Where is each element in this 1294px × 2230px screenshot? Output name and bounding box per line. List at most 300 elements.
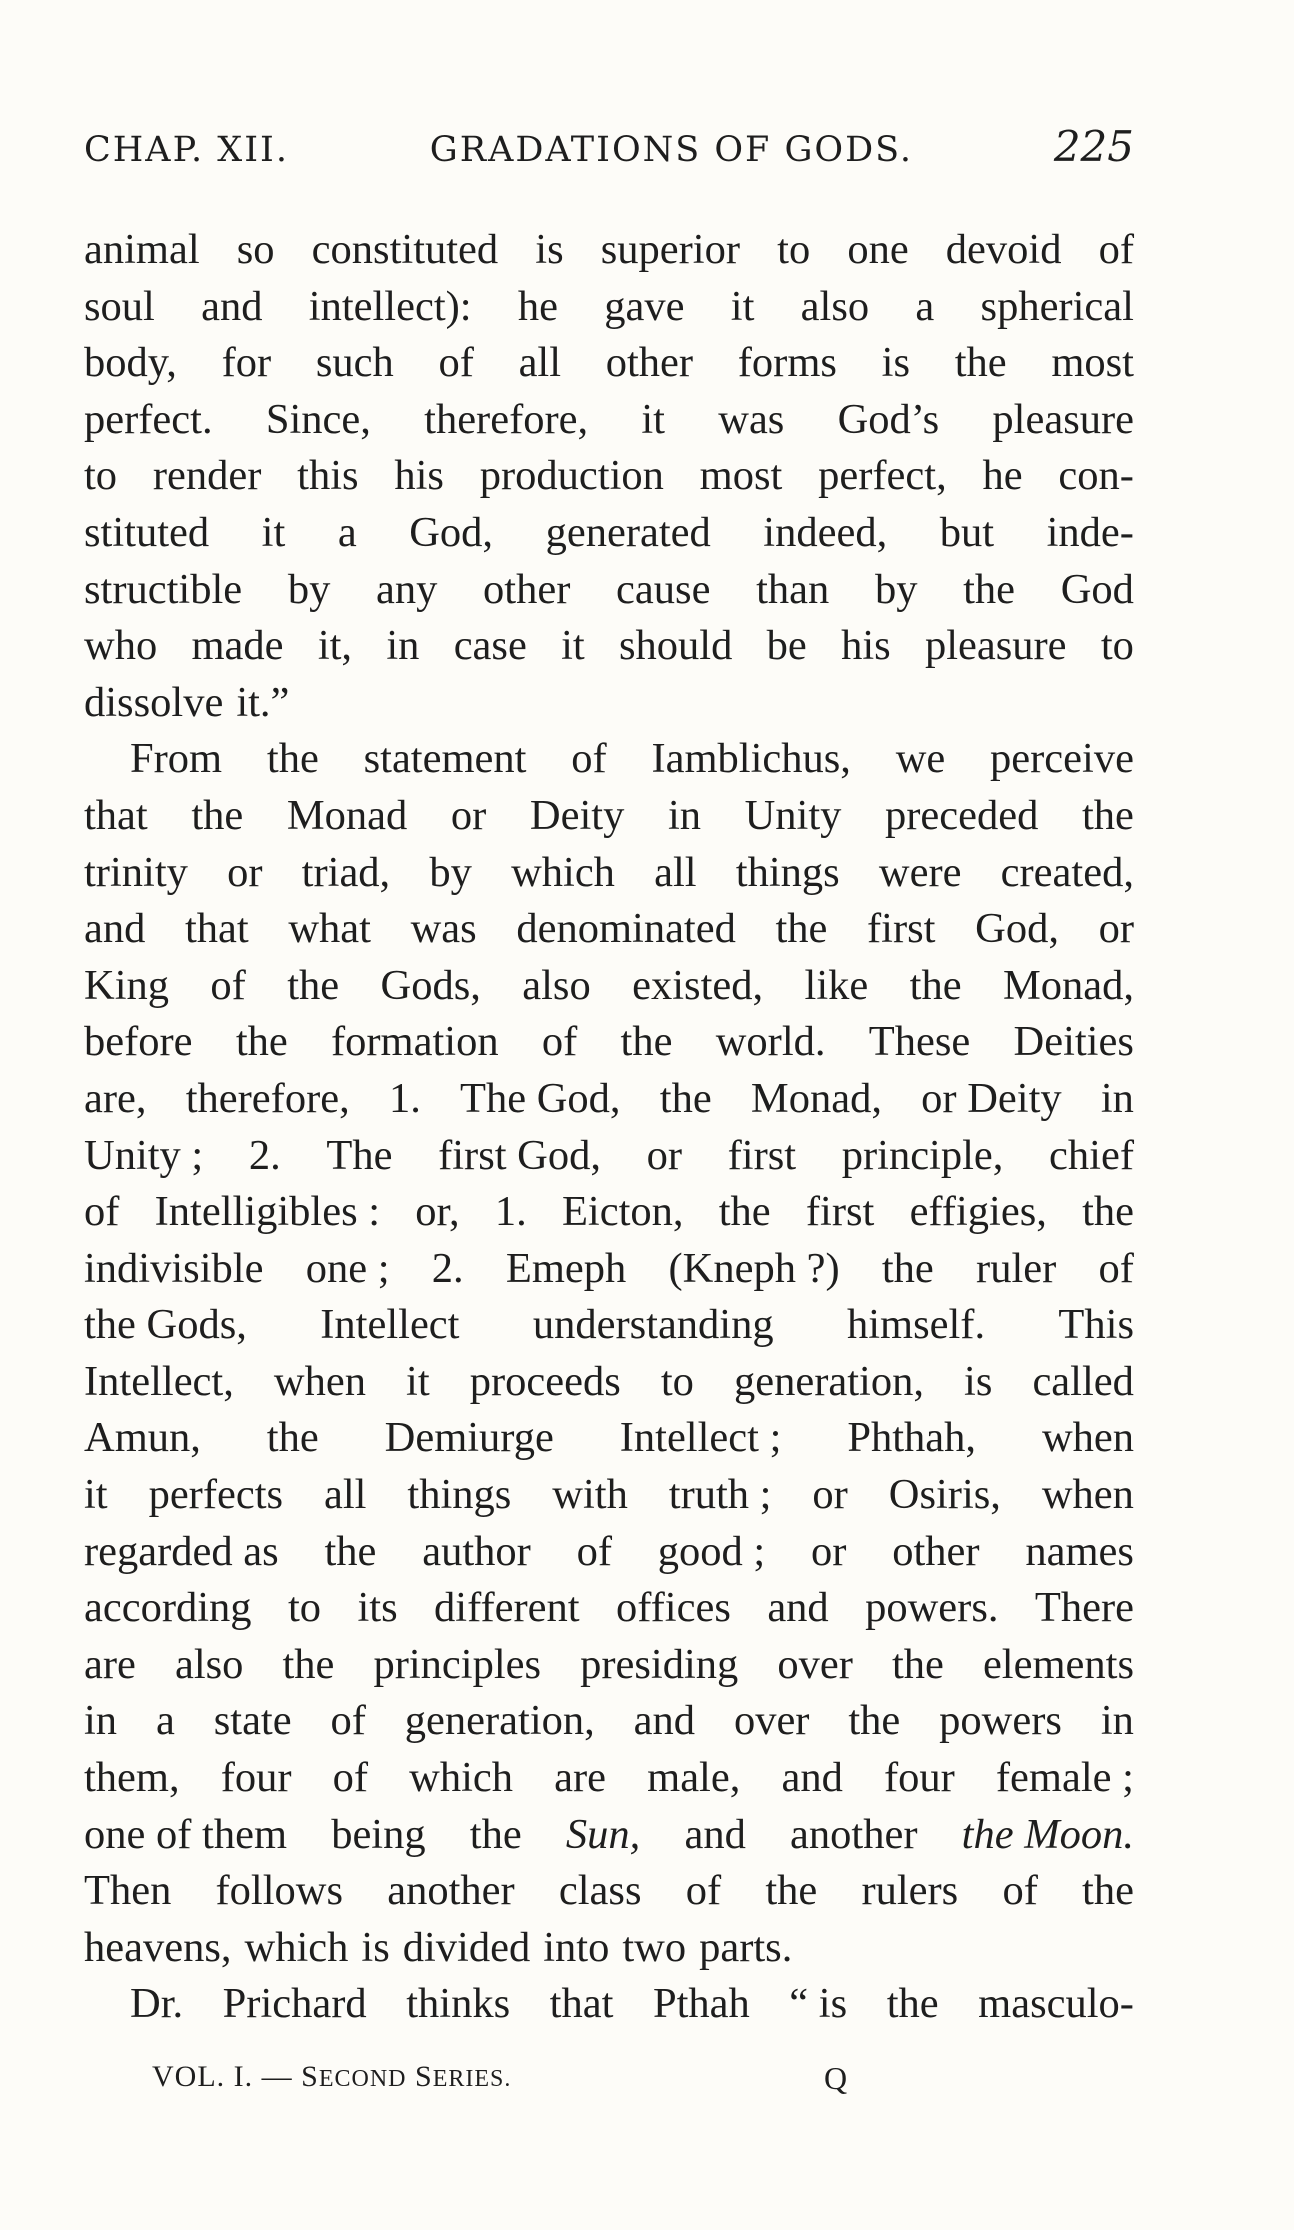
word: state (213, 1697, 292, 1745)
text-line (84, 1071, 1134, 1128)
word: Iamblichus, (651, 735, 851, 783)
word: also (800, 282, 870, 330)
word: masculo- (978, 1980, 1134, 2028)
text-line (84, 392, 1134, 449)
word: of (1098, 1244, 1134, 1292)
word: his (394, 452, 444, 500)
word: the (909, 961, 962, 1009)
word: of (330, 1697, 366, 1745)
word: or (1098, 905, 1134, 953)
word: is (881, 339, 910, 387)
word: Prichard (222, 1980, 367, 2028)
word: or (811, 1527, 847, 1575)
word: dissolve (84, 678, 224, 726)
word: animal (84, 226, 200, 273)
word: presiding (580, 1640, 739, 1688)
signature-mark: Q (824, 2060, 849, 2096)
word: 2. (248, 1131, 281, 1179)
word: first God, (438, 1131, 601, 1179)
text-line (84, 1863, 1134, 1920)
word: Then (84, 1867, 172, 1915)
word: four (220, 1754, 292, 1802)
word: Gods, (380, 961, 481, 1009)
word: is (964, 1357, 993, 1405)
word: the (718, 1188, 771, 1236)
word: Emeph (505, 1244, 627, 1292)
word: regarded as (84, 1527, 279, 1575)
word: another (387, 1867, 515, 1915)
word: or Deity (921, 1074, 1062, 1122)
word: such (315, 339, 394, 387)
word: or (812, 1471, 848, 1519)
series-line (152, 2060, 511, 2094)
text-line (84, 1637, 1134, 1694)
text-line (84, 1410, 1134, 1467)
word: Intelligibles : (154, 1188, 381, 1236)
word: female ; (995, 1754, 1134, 1802)
word: should (619, 622, 733, 670)
word: which (409, 1754, 514, 1802)
word: Phthah, (847, 1414, 977, 1462)
word: to (84, 452, 118, 500)
text-line (84, 1750, 1134, 1807)
word: the (1082, 1188, 1134, 1236)
word: This (1058, 1301, 1134, 1349)
word: a (155, 1697, 175, 1745)
text-line (84, 731, 1134, 788)
series-word1-rest: ECOND (318, 2066, 407, 2092)
word: things (735, 848, 840, 896)
word: to (1100, 622, 1134, 670)
text-line (84, 618, 1134, 675)
word: the (266, 1414, 319, 1462)
word: than (756, 565, 830, 613)
word: are (554, 1754, 607, 1802)
text-line (84, 1241, 1134, 1298)
text-line (84, 562, 1134, 619)
word: trinity (84, 848, 188, 896)
word: them, (84, 1754, 180, 1802)
word: or (646, 1131, 683, 1179)
word: therefore, (424, 395, 589, 443)
word: Amun, (84, 1414, 201, 1462)
word: of (685, 1867, 722, 1915)
word: the (954, 339, 1007, 387)
word: 2. (431, 1244, 464, 1292)
word: made (191, 622, 284, 670)
word: are (84, 1640, 136, 1688)
word: or (227, 848, 263, 896)
word: to (660, 1357, 694, 1405)
word: the (765, 1867, 818, 1915)
word: when (273, 1357, 366, 1405)
word: divided (402, 1923, 531, 1971)
word: most (1051, 339, 1134, 387)
text-line (84, 675, 1134, 732)
word: like (804, 961, 869, 1009)
word: of (1002, 1867, 1038, 1915)
word: and (781, 1754, 843, 1802)
word: forms (737, 339, 837, 387)
word: God (1060, 565, 1134, 613)
word: in (1100, 1074, 1134, 1122)
word: powers (939, 1697, 1062, 1745)
word: devoid (945, 226, 1062, 273)
word: by (429, 848, 472, 896)
word: cause (616, 565, 711, 613)
word: parts. (699, 1923, 793, 1971)
word: Eicton, (561, 1188, 684, 1236)
word: was (410, 905, 477, 953)
word: that (84, 791, 148, 839)
word: indeed, (763, 508, 888, 556)
word: one (847, 226, 909, 273)
chapter-label: CHAP. XII. (84, 130, 289, 170)
word: to (287, 1584, 322, 1632)
word: pleasure (924, 622, 1067, 670)
word: of (210, 961, 246, 1009)
word: its (357, 1584, 398, 1632)
word: ruler (976, 1244, 1057, 1292)
word: for (221, 339, 272, 387)
word: Since, (265, 395, 371, 443)
word: principle, (841, 1131, 1004, 1179)
word: These (868, 1018, 971, 1066)
word: Monad, (1002, 961, 1134, 1009)
word: things (407, 1471, 512, 1519)
body-text (84, 222, 1134, 2033)
word: the (1082, 1867, 1134, 1915)
word: it (84, 1471, 108, 1519)
word: with (552, 1471, 628, 1519)
word: chief (1049, 1131, 1134, 1179)
word: perfects (148, 1471, 284, 1519)
word: other (605, 339, 694, 387)
word: it (261, 508, 286, 556)
word: is (535, 226, 564, 273)
word: Dr. (130, 1980, 184, 2028)
word: elements (982, 1640, 1134, 1688)
word: but (939, 508, 995, 556)
word: over (733, 1697, 810, 1745)
text-line (84, 1693, 1134, 1750)
word: the (235, 1018, 288, 1066)
word: perceive (990, 735, 1134, 783)
word: Unity (744, 791, 842, 839)
word: Intellect (320, 1301, 460, 1349)
text-line (84, 505, 1134, 562)
word: the (963, 565, 1016, 613)
word: con- (1058, 452, 1134, 500)
word: a (915, 282, 935, 330)
word: principles (373, 1640, 542, 1688)
word: we (895, 735, 946, 783)
word: body, (84, 339, 177, 387)
word: case (453, 622, 527, 670)
book-page (84, 122, 1134, 2122)
word: also (174, 1640, 244, 1688)
word: he (517, 282, 558, 330)
word: thinks (406, 1980, 511, 2028)
word: of (576, 1527, 612, 1575)
word: first (867, 905, 936, 953)
word: perfect, (818, 452, 947, 500)
text-line (84, 1920, 1134, 1977)
word: the (881, 1244, 934, 1292)
word: four (883, 1754, 955, 1802)
text-line (84, 222, 1134, 279)
series-prefix: VOL. I. — S (152, 2060, 319, 2093)
word: in (667, 791, 701, 839)
word: created, (1000, 848, 1134, 896)
word: what (288, 905, 371, 953)
word: pleasure (992, 395, 1134, 443)
word: are, (84, 1074, 147, 1122)
running-header (84, 122, 1134, 178)
word: of (438, 339, 474, 387)
word: King (84, 961, 169, 1009)
word: and (201, 282, 263, 330)
word: one ; (305, 1244, 390, 1292)
word: Monad, (750, 1074, 882, 1122)
word: God, (409, 508, 494, 556)
word: of (571, 735, 607, 783)
word: intellect): (308, 282, 472, 330)
word: all (518, 339, 562, 387)
text-line (84, 958, 1134, 1015)
word: “ is (789, 1980, 848, 2028)
word: the (1082, 791, 1134, 839)
word: names (1025, 1527, 1134, 1575)
word: it.” (236, 678, 290, 726)
word: follows (215, 1867, 344, 1915)
word: the (191, 791, 244, 839)
word: called (1032, 1357, 1134, 1405)
word: which (511, 848, 615, 896)
word: There (1034, 1584, 1134, 1632)
running-title: GRADATIONS OF GODS. (429, 130, 914, 170)
word: the (620, 1018, 673, 1066)
text-line (84, 1580, 1134, 1637)
word: class (558, 1867, 642, 1915)
text-line (84, 1128, 1134, 1185)
word: and (767, 1584, 829, 1632)
word: truth ; (668, 1471, 772, 1519)
word: the (659, 1074, 712, 1122)
word: the Gods, (84, 1301, 247, 1349)
word: that (185, 905, 249, 953)
word: therefore, (185, 1074, 350, 1122)
text-line (84, 1184, 1134, 1241)
word: 1. (494, 1188, 527, 1236)
word: it (641, 395, 665, 443)
word: himself. (846, 1301, 986, 1349)
word: God’s (837, 395, 940, 443)
word: according (84, 1584, 252, 1632)
word: also (522, 961, 591, 1009)
text-line (84, 1354, 1134, 1411)
word: preceded (885, 791, 1039, 839)
word: author (422, 1527, 531, 1575)
text-line (84, 1807, 1134, 1864)
word: structible (84, 565, 243, 613)
word: into (543, 1923, 610, 1971)
word: proceeds (469, 1357, 621, 1405)
word: or, (415, 1188, 460, 1236)
word: denominated (516, 905, 736, 953)
word: Monad (286, 791, 408, 839)
word: it (730, 282, 755, 330)
word: the (287, 961, 340, 1009)
word: rulers (861, 1867, 959, 1915)
text-line (84, 1297, 1134, 1354)
word: it (561, 622, 585, 670)
word: inde- (1046, 508, 1134, 556)
word: of (84, 1188, 120, 1236)
word: God, (975, 905, 1059, 953)
word: before (84, 1018, 193, 1066)
word: spherical (980, 282, 1134, 330)
word: in (1100, 1697, 1134, 1745)
word: which (244, 1923, 349, 1971)
word: Deities (1013, 1018, 1134, 1066)
word: indivisible (84, 1244, 264, 1292)
text-line (84, 788, 1134, 845)
word: male, (647, 1754, 741, 1802)
word: was (718, 395, 785, 443)
word: first (727, 1131, 797, 1179)
word: in (84, 1697, 118, 1745)
word: formation (331, 1018, 499, 1066)
word: The (326, 1131, 393, 1179)
text-line (84, 901, 1134, 958)
word: it, (317, 622, 353, 670)
word: be (766, 622, 807, 670)
word: existed, (632, 961, 764, 1009)
word: generation, (404, 1697, 595, 1745)
word: all (654, 848, 697, 896)
word: other (483, 565, 571, 613)
word: when (1041, 1414, 1134, 1462)
word: the (775, 905, 828, 953)
word: good ; (657, 1527, 766, 1575)
word: the (469, 1810, 522, 1858)
word: statement (363, 735, 527, 783)
word: other (892, 1527, 980, 1575)
text-line (84, 1976, 1134, 2033)
word: a (337, 508, 357, 556)
text-line (84, 448, 1134, 505)
word: were (878, 848, 962, 896)
word: and (84, 905, 146, 953)
text-line (84, 279, 1134, 336)
word: by (287, 565, 331, 613)
word: perfect. (84, 395, 213, 443)
word: that (549, 1980, 614, 2028)
word: the (848, 1697, 901, 1745)
word: of (332, 1754, 369, 1802)
word: is (361, 1923, 390, 1971)
word: Intellect, (84, 1357, 234, 1405)
word: over (777, 1640, 853, 1688)
word: (Kneph ?) (668, 1244, 840, 1292)
word: most (699, 452, 783, 500)
text-line (84, 335, 1134, 392)
word: all (324, 1471, 367, 1519)
word: Intellect ; (619, 1414, 782, 1462)
word: gave (604, 282, 685, 330)
word: being (331, 1810, 426, 1858)
word: first (805, 1188, 875, 1236)
word: the (324, 1527, 377, 1575)
word: another (790, 1810, 918, 1858)
word: The God, (460, 1074, 621, 1122)
text-line (84, 1524, 1134, 1581)
word: powers. (865, 1584, 999, 1632)
word: Unity ; (84, 1131, 204, 1179)
word: heavens, (84, 1923, 232, 1971)
word: constituted (311, 226, 499, 273)
word: and (633, 1697, 696, 1745)
word: it (406, 1357, 430, 1405)
word: any (376, 565, 438, 613)
word: production (479, 452, 664, 500)
word: two (622, 1923, 687, 1971)
word: Pthah (652, 1980, 750, 2028)
word: understanding (532, 1301, 774, 1349)
word: who (84, 622, 158, 670)
word: the (891, 1640, 944, 1688)
word: generation, (733, 1357, 924, 1405)
word: Deity (529, 791, 625, 839)
word: or (450, 791, 487, 839)
word: Osiris, (888, 1471, 1001, 1519)
word: Sun, (565, 1810, 641, 1858)
word: of (1098, 226, 1134, 273)
word: the (886, 1980, 939, 2028)
word: by (874, 565, 918, 613)
word: different (434, 1584, 580, 1632)
word: triad, (301, 848, 391, 896)
word: this (297, 452, 359, 500)
word: the Moon. (961, 1810, 1134, 1858)
word: effigies, (909, 1188, 1047, 1236)
word: stituted (84, 508, 210, 556)
text-line (84, 1014, 1134, 1071)
page-number: 225 (1053, 122, 1134, 171)
word: generated (545, 508, 711, 556)
word: world. (715, 1018, 826, 1066)
word: offices (616, 1584, 731, 1632)
word: 1. (388, 1074, 421, 1122)
word: when (1041, 1471, 1134, 1519)
word: and (684, 1810, 746, 1858)
series-word2-rest: ERIES. (432, 2066, 512, 2092)
series-mid: S (406, 2060, 433, 2093)
word: render (152, 452, 262, 500)
text-line (84, 845, 1134, 902)
word: so (236, 226, 275, 273)
word: his (841, 622, 891, 670)
word: to (777, 226, 811, 273)
word: superior (600, 226, 741, 273)
word: the (266, 735, 319, 783)
word: he (982, 452, 1023, 500)
word: soul (84, 282, 155, 330)
word: of (541, 1018, 578, 1066)
word: From (130, 735, 223, 783)
word: the (282, 1640, 335, 1688)
